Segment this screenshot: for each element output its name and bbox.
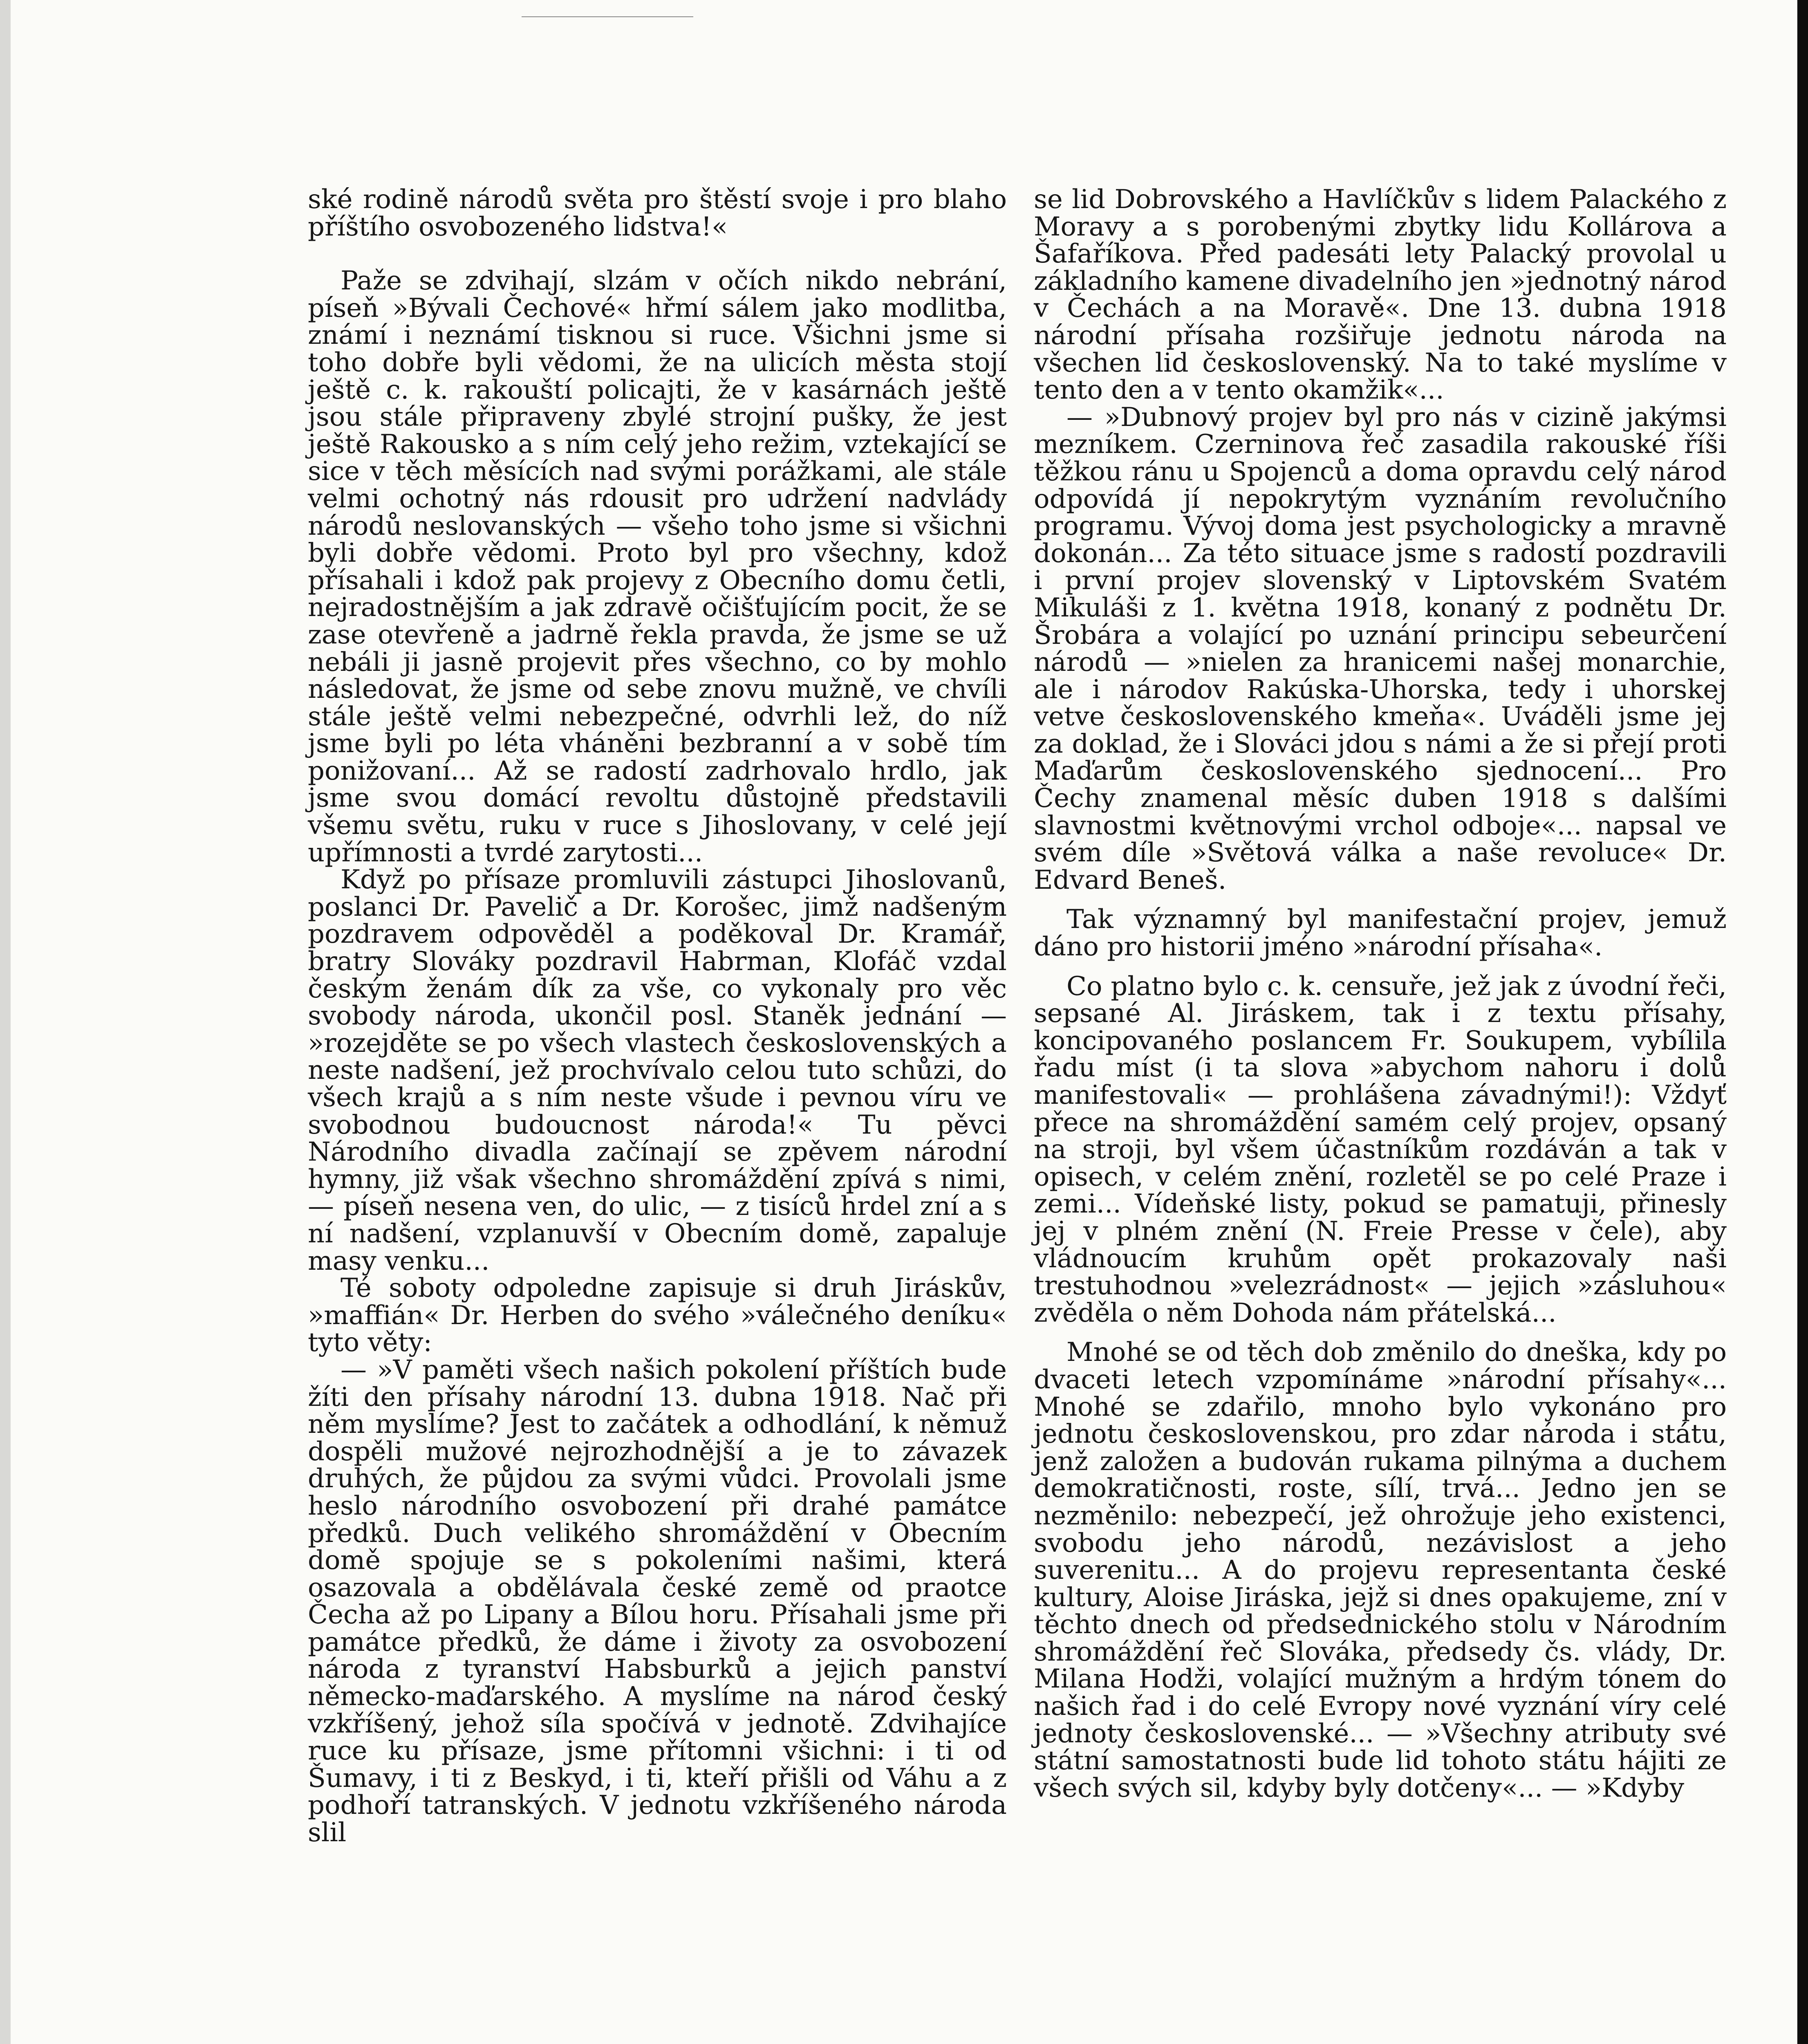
top-edge-mark xyxy=(522,16,693,42)
paragraph: — »V paměti všech našich pokolení příštích bude žíti den přísahy národní 13. dubna 1918. Nač při něm myslíme? Jest to začátek a odhodlání, k němuž dospěli mužové nejrozhodnější a je to závazek druhých, že půjdou za svými vůdci. Provolali jsme heslo národního osvobození při drahé památce předků. Duch velikého shromáždění v Obecním domě spojuje se s pokoleními našimi, která osazovala a obdělávala české země od praotce Čecha až po Lipany a Bílou horu. Přísahali jsme při památce předků, že dáme i životy za osvobození národa z tyranství Habsburků a jejich panství německo-maďarského. A myslíme na národ český vzkříšený, jehož síla spočívá v jednotě. Zdvihajíce ruce ku přísaze, jsme přítomni všichni: i ti od Šumavy, i ti z Beskyd, i ti, kteří přišli od Váhu a z podhoří tatranských. V jednotu vzkříšeného národa slil xyxy=(308,1354,1007,1848)
paragraph: Mnohé se od těch dob změnilo do dneška, kdy po dvaceti letech vzpomínáme »národní přísahy«... Mnohé se zdařilo, mnoho bylo vykonáno pro jednotu československou, pro zdar národa i státu, jenž založen a budován rukama pilnýma a duchem demokratičnosti, roste, sílí, trvá... Jedno jen se nezměnilo: nebezpečí, jež ohrožuje jeho existenci, svobodu jeho národů, nezávislost a jeho suverenitu... A do projevu representanta české kultury, Aloise Jiráska, jejž si dnes opakujeme, zní v těchto dnech od předsednického stolu v Národním shromáždění řeč Slováka, předsedy čs. vlády, Dr. Milana Hodži, volající mužným a hrdým tónem do našich řad i do celé Evropy nové vyznání víry celé jednoty československé... — »Všechny atributy své státní samostatnosti bude lid tohoto státu hájiti ze všech svých sil, kdyby byly dotčeny«... — »Kdyby xyxy=(1034,1337,1727,1803)
paragraph: ské rodině národů světa pro štěstí svoje i pro blaho příštího osvobozeného lidstva!« xyxy=(308,184,1007,242)
paragraph: Paže se zdvihají, slzám v očích nikdo nebrání, píseň »Bývali Čechové« hřmí sálem jako modlitba, známí i neznámí tisknou si ruce. Všichni jsme si toho dobře byli vědomi, že na ulicích města stojí ještě c. k. rakouští policajti, že v kasárnách ještě jsou stále připraveny zbylé strojní pušky, že jest ještě Rakousko a s ním celý jeho režim, vztekající se sice v těch měsících nad svými porážkami, ale stále velmi ochotný nás rdousit pro udržení nadvlády národů neslovanských — všeho toho jsme si všichni byli dobře vědomi. Proto byl pro všechny, kdož přísahali i kdož pak projevy z Obecního domu četli, nejradostnějším a jak zdravě očišťujícím pocit, že se zase otevřeně a jadrně řekla pravda, že jsme se už nebáli ji jasně projevit přes všechno, co by mohlo následovat, že jsme od sebe znovu mužně, ve chvíli stále ještě velmi nebezpečné, odvrhli lež, do níž jsme byli po léta vháněni bezbranní a v sobě tím ponižovaní... Až se radostí zadrhovalo hrdlo, jak jsme svou domácí revoltu důstojně představili všemu světu, ruku v ruce s Jihoslovany, v celé její upřímnosti a tvrdé zarytosti... xyxy=(308,266,1007,868)
paragraph: se lid Dobrovského a Havlíčkův s lidem Palackého z Moravy a s porobenými zbytky lidu Kollárova a Šafaříkova. Před padesáti lety Palacký provolal u základního kamene divadelního jen »jednotný národ v Čechách a na Moravě«. Dne 13. dubna 1918 národní přísaha rozšiřuje jednotu národa na všechen lid československý. Na to také myslíme v tento den a v tento okamžik«... xyxy=(1034,184,1727,406)
paragraph: Tak významný byl manifestační projev, jemuž dáno pro historii jméno »národní přísaha«. xyxy=(1034,904,1727,962)
scan-edge xyxy=(1797,0,1808,2044)
paragraph: Co platno bylo c. k. censuře, jež jak z úvodní řeči, sepsané Al. Jiráskem, tak i z textu přísahy, koncipovaného poslancem Fr. Soukupem, vybílila řadu míst (i ta slova »abychom nahoru i dolů manifestovali« — prohlášena závadnými!): Vždyť přece na shromáždění samém celý projev, opsaný na stroji, byl všem účastníkům rozdáván a tak v opisech, v celém znění, rozletěl se po celé Praze i zemi... Vídeňské listy, pokud se pamatuji, přinesly jej v plném znění (N. Freie Presse v čele), aby vládnoucím kruhům opět prokazovaly naši trestuhodnou »velezrádnost« — jejich »zásluhou« zvěděla o něm Dohoda nám přátelská... xyxy=(1034,971,1727,1328)
paragraph: — »Dubnový projev byl pro nás v cizině jakýmsi mezníkem. Czerninova řeč zasadila rakouské říši těžkou ránu u Spojenců a doma opravdu celý národ odpovídá jí nepokrytým vyznáním revolučního programu. Vývoj doma jest psychologicky a mravně dokonán... Za této situace jsme s radostí pozdravili i první projev slovenský v Liptovském Svatém Mikuláši z 1. května 1918, konaný z podnětu Dr. Šrobára a volající po uznání principu sebeurčení národů — »nielen za hranicemi našej monarchie, ale i národov Rakúska-Uhorska, tedy i uhorskej vetve československého kmeňa«. Uváděli jsme jej za doklad, že i Slováci jdou s námi a že si přejí proti Maďarům československého sjednocení... Pro Čechy znamenal měsíc duben 1918 s dalšími slavnostmi květnovými vrchol odboje«... napsal ve svém díle »Světová válka a naše revoluce« Dr. Edvard Beneš. xyxy=(1034,402,1727,895)
paragraph: Té soboty odpoledne zapisuje si druh Jiráskův, »maffián« Dr. Herben do svého »válečného deníku« tyto věty: xyxy=(308,1273,1007,1358)
left-column xyxy=(308,186,1007,1847)
right-column xyxy=(1034,186,1727,1802)
paragraph: Když po přísaze promluvili zástupci Jihoslovanů, poslanci Dr. Pavelič a Dr. Korošec, jimž nadšeným pozdravem odpověděl a poděkoval Dr. Kramář, bratry Slováky pozdravil Habrman, Klofáč vzdal českým ženám dík za vše, co vykonaly pro věc svobody národa, ukončil posl. Staněk jednání — »rozejděte se po všech vlastech československých a neste nadšení, jež prochvívalo celou tuto schůzi, do všech krajů a s ním neste všude i pevnou víru ve svobodnou budoucnost národa!« Tu pěvci Národního divadla začínají se zpěvem národní hymny, již však všechno shromáždění zpívá s nimi, — píseň nesena ven, do ulic, — z tisíců hrdel zní a s ní nadšení, vzplanuvší v Obecním domě, zapaluje masy venku... xyxy=(308,865,1007,1276)
page xyxy=(11,0,1797,2044)
